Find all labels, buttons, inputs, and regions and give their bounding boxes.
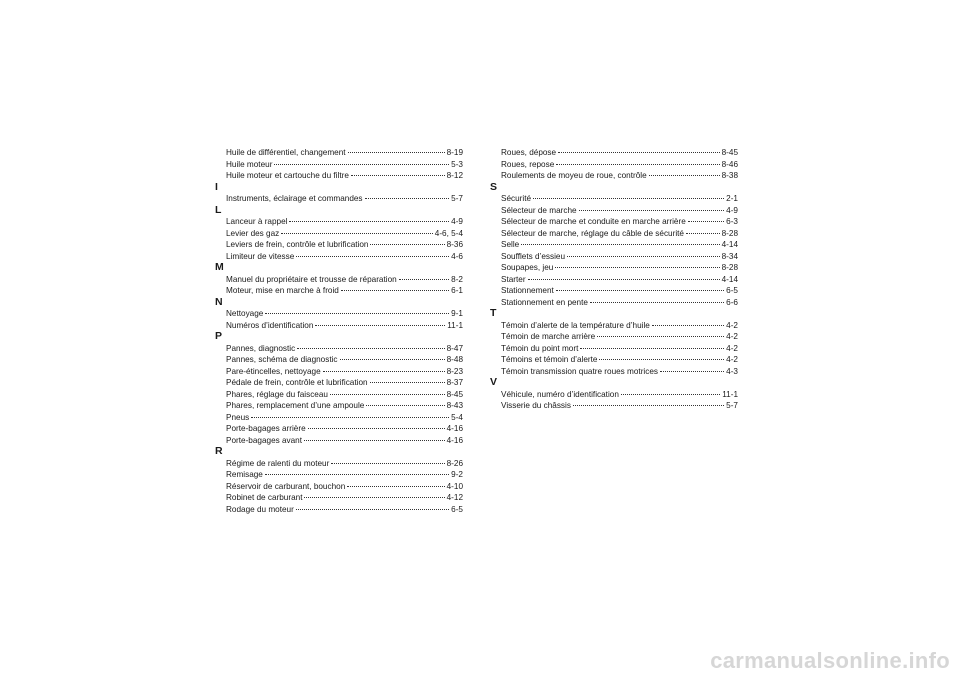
index-entry [215, 481, 463, 493]
index-entry [215, 320, 463, 332]
dot-leader [304, 440, 445, 441]
dot-leader [347, 486, 444, 487]
entry-page-number: 8-28 [721, 263, 738, 272]
index-section [490, 308, 738, 377]
entry-label: Témoin du point mort [501, 343, 579, 353]
entry-page-number: 4-2 [726, 355, 738, 364]
entry-page-number: 8-34 [721, 251, 738, 261]
dot-leader [289, 221, 449, 222]
entry-page-number: 11-1 [722, 389, 738, 399]
entry-page-number: 4-9 [726, 205, 738, 215]
dot-leader [399, 279, 449, 280]
index-entry [490, 147, 738, 159]
entry-label: Moteur, mise en marche à froid [226, 286, 339, 295]
entry-page-number: 4-10 [446, 481, 463, 491]
entry-label: Phares, réglage du faisceau [226, 389, 328, 399]
entry-page-number: 4-9 [451, 217, 463, 226]
index-entry [215, 469, 463, 481]
index-entry [490, 285, 738, 297]
index-entry [490, 193, 738, 205]
dot-leader [599, 359, 724, 360]
entry-page-number: 4-12 [446, 493, 463, 502]
entry-page-number: 8-48 [446, 355, 463, 364]
index-entry [215, 285, 463, 297]
index-entry [490, 228, 738, 240]
entry-page-number: 4-2 [726, 343, 738, 353]
dot-leader [365, 198, 450, 199]
index-entry [490, 400, 738, 412]
section-letter: N [215, 295, 223, 308]
entry-label: Levier des gaz [226, 228, 280, 238]
entry-label: Huile de différentiel, changement [226, 148, 346, 157]
entry-label: Limiteur de vitesse [226, 251, 295, 261]
entry-label: Stationnement en pente [501, 297, 588, 307]
entry-label: Starter [501, 274, 526, 284]
index-entry [215, 423, 463, 435]
entry-page-number: 5-4 [451, 412, 463, 422]
entry-label: Remisage [226, 470, 263, 479]
entry-label: Roulements de moyeu de roue, contrôle [501, 171, 647, 180]
dot-leader [265, 313, 449, 314]
entry-label: Témoins et témoin d’alerte [501, 355, 598, 364]
entry-page-number: 8-19 [446, 148, 463, 157]
dot-leader [597, 336, 724, 337]
entry-page-number: 4-16 [446, 435, 463, 445]
entry-page-number: 8-12 [446, 171, 463, 180]
index-entry [215, 389, 463, 401]
section-letter: M [215, 261, 224, 273]
entry-label: Sélecteur de marche [501, 205, 577, 215]
dot-leader [251, 417, 449, 418]
entry-label: Lanceur à rappel [226, 217, 288, 226]
entry-page-number: 8-23 [446, 366, 463, 376]
entry-label: Instruments, éclairage et commandes [226, 194, 363, 203]
index-entry [490, 331, 738, 343]
section-letter: P [215, 330, 223, 342]
entry-page-number: 8-47 [446, 343, 463, 353]
entry-label: Sélecteur de marche et conduite en marche arrière [501, 217, 686, 226]
entry-label: Visserie du châssis [501, 401, 571, 410]
entry-page-number: 8-2 [451, 274, 463, 284]
index-section [215, 297, 463, 332]
dot-leader [340, 359, 445, 360]
dot-leader [304, 497, 444, 498]
dot-leader [649, 175, 720, 176]
index-entry [490, 297, 738, 309]
dot-leader [567, 256, 720, 257]
entry-label: Témoin transmission quatre roues motrices [501, 366, 658, 376]
index-entry [490, 274, 738, 286]
entry-page-number: 4-2 [726, 332, 738, 341]
index-entry [490, 389, 738, 401]
entry-label: Témoin d’alerte de la température d’huile [501, 320, 650, 330]
entry-page-number: 5-7 [451, 194, 463, 203]
index-entry [215, 458, 463, 470]
dot-leader [297, 348, 444, 349]
entry-page-number: 5-7 [726, 401, 738, 410]
entry-page-number: 8-43 [446, 401, 463, 410]
entry-page-number: 4-2 [726, 320, 738, 330]
entry-label: Porte-bagages arrière [226, 424, 306, 433]
section-letter: R [215, 445, 223, 457]
index-entry [490, 320, 738, 332]
dot-leader [265, 474, 449, 475]
index-entry [490, 159, 738, 171]
index-section [215, 182, 463, 205]
entry-label: Régime de ralenti du moteur [226, 458, 330, 468]
dot-leader [555, 267, 719, 268]
entry-page-number: 2-1 [726, 194, 738, 203]
entry-label: Stationnement [501, 286, 554, 295]
index-entry [215, 354, 463, 366]
index-section [215, 205, 463, 263]
section-letter: L [215, 203, 222, 216]
entry-label: Leviers de frein, contrôle et lubrification [226, 240, 369, 249]
entry-page-number: 8-38 [721, 171, 738, 180]
entry-label: Soupapes, jeu [501, 263, 554, 272]
index-entry [215, 377, 463, 389]
entry-label: Pannes, diagnostic [226, 343, 296, 353]
dot-leader [281, 233, 433, 234]
index-entry [490, 343, 738, 355]
entry-page-number: 9-2 [451, 470, 463, 479]
index-entry [215, 412, 463, 424]
entry-label: Numéros d’identification [226, 320, 314, 330]
index-section [215, 331, 463, 446]
entry-page-number: 4-16 [446, 424, 463, 433]
entry-label: Sécurité [501, 194, 532, 203]
index-entry [490, 205, 738, 217]
index-entry [215, 159, 463, 171]
watermark: carmanualsonline.info [710, 648, 950, 673]
entry-label: Rodage du moteur [226, 504, 294, 514]
dot-leader [686, 233, 720, 234]
dot-leader [590, 302, 724, 303]
index-entry [215, 435, 463, 447]
index-entry [215, 274, 463, 286]
index-column-right [490, 147, 738, 412]
section-letter: S [490, 180, 498, 193]
index-entry [215, 251, 463, 263]
index-entry [490, 262, 738, 274]
index-section [490, 182, 738, 309]
entry-label: Porte-bagages avant [226, 435, 303, 445]
dot-leader [370, 244, 444, 245]
dot-leader [558, 152, 720, 153]
entry-page-number: 8-45 [721, 148, 738, 157]
dot-leader [621, 394, 720, 395]
dot-leader [351, 175, 445, 176]
entry-page-number: 8-28 [721, 228, 738, 238]
entry-page-number: 8-37 [446, 378, 463, 387]
index-section [490, 377, 738, 412]
entry-label: Robinet de carburant [226, 493, 303, 502]
entry-page-number: 11-1 [447, 320, 463, 330]
entry-page-number: 6-5 [726, 286, 738, 295]
dot-leader [521, 244, 719, 245]
index-entry [490, 354, 738, 366]
entry-page-number: 4-6, 5-4 [434, 228, 463, 238]
index-entry [215, 492, 463, 504]
index-section [215, 147, 463, 182]
entry-page-number: 6-3 [726, 217, 738, 226]
index-entry [215, 343, 463, 355]
section-letter: T [490, 307, 497, 319]
index-entry [215, 147, 463, 159]
dot-leader [308, 428, 445, 429]
entry-label: Huile moteur et cartouche du filtre [226, 171, 349, 180]
entry-label: Véhicule, numéro d’identification [501, 389, 619, 399]
entry-label: Sélecteur de marche, réglage du câble de sécurité [501, 228, 684, 238]
entry-page-number: 8-46 [721, 159, 738, 169]
index-entry [490, 239, 738, 251]
dot-leader [296, 509, 449, 510]
dot-leader [652, 325, 724, 326]
index-entry [215, 239, 463, 251]
index-entry [215, 366, 463, 378]
dot-leader [330, 394, 445, 395]
entry-label: Nettoyage [226, 309, 264, 318]
index-entry [490, 170, 738, 182]
entry-page-number: 5-3 [451, 159, 463, 169]
index-entry [215, 170, 463, 182]
index-column-left [215, 147, 463, 515]
entry-page-number: 4-14 [721, 274, 738, 284]
index-entry [490, 366, 738, 378]
entry-label: Soufflets d’essieu [501, 251, 566, 261]
entry-page-number: 4-14 [721, 240, 738, 249]
dot-leader [688, 221, 724, 222]
entry-label: Réservoir de carburant, bouchon [226, 481, 346, 491]
dot-leader [296, 256, 449, 257]
dot-leader [580, 348, 724, 349]
dot-leader [341, 290, 449, 291]
entry-label: Pédale de frein, contrôle et lubrification [226, 378, 368, 387]
entry-label: Témoin de marche arrière [501, 332, 596, 341]
index-section [215, 262, 463, 297]
index-entry [215, 193, 463, 205]
dot-leader [528, 279, 720, 280]
entry-page-number: 8-45 [446, 389, 463, 399]
index-section [215, 446, 463, 515]
index-entry [490, 251, 738, 263]
entry-page-number: 8-36 [446, 240, 463, 249]
entry-label: Roues, repose [501, 159, 555, 169]
entry-label: Pneus [226, 412, 250, 422]
dot-leader [366, 405, 444, 406]
entry-page-number: 9-1 [451, 309, 463, 318]
index-entry [215, 228, 463, 240]
dot-leader [533, 198, 724, 199]
entry-page-number: 4-3 [726, 366, 738, 376]
entry-label: Manuel du propriétaire et trousse de réparation [226, 274, 397, 284]
dot-leader [660, 371, 724, 372]
index-entry [490, 216, 738, 228]
entry-label: Phares, remplacement d’une ampoule [226, 401, 365, 410]
entry-page-number: 6-6 [726, 297, 738, 307]
dot-leader [315, 325, 445, 326]
index-entry [215, 400, 463, 412]
entry-label: Huile moteur [226, 159, 273, 169]
entry-label: Selle [501, 240, 520, 249]
dot-leader [579, 210, 725, 211]
dot-leader [573, 405, 724, 406]
dot-leader [331, 463, 444, 464]
entry-page-number: 6-1 [451, 286, 463, 295]
section-letter: I [215, 180, 218, 193]
dot-leader [556, 290, 724, 291]
dot-leader [370, 382, 445, 383]
dot-leader [556, 164, 719, 165]
dot-leader [274, 164, 449, 165]
entry-label: Pannes, schéma de diagnostic [226, 355, 338, 364]
dot-leader [348, 152, 445, 153]
entry-page-number: 4-6 [451, 251, 463, 261]
index-entry [215, 504, 463, 516]
entry-page-number: 6-5 [451, 504, 463, 514]
entry-page-number: 8-26 [446, 458, 463, 468]
entry-label: Pare-étincelles, nettoyage [226, 366, 321, 376]
section-letter: V [490, 376, 498, 388]
index-section [490, 147, 738, 182]
dot-leader [323, 371, 445, 372]
entry-label: Roues, dépose [501, 148, 557, 157]
index-entry [215, 216, 463, 228]
index-entry [215, 308, 463, 320]
